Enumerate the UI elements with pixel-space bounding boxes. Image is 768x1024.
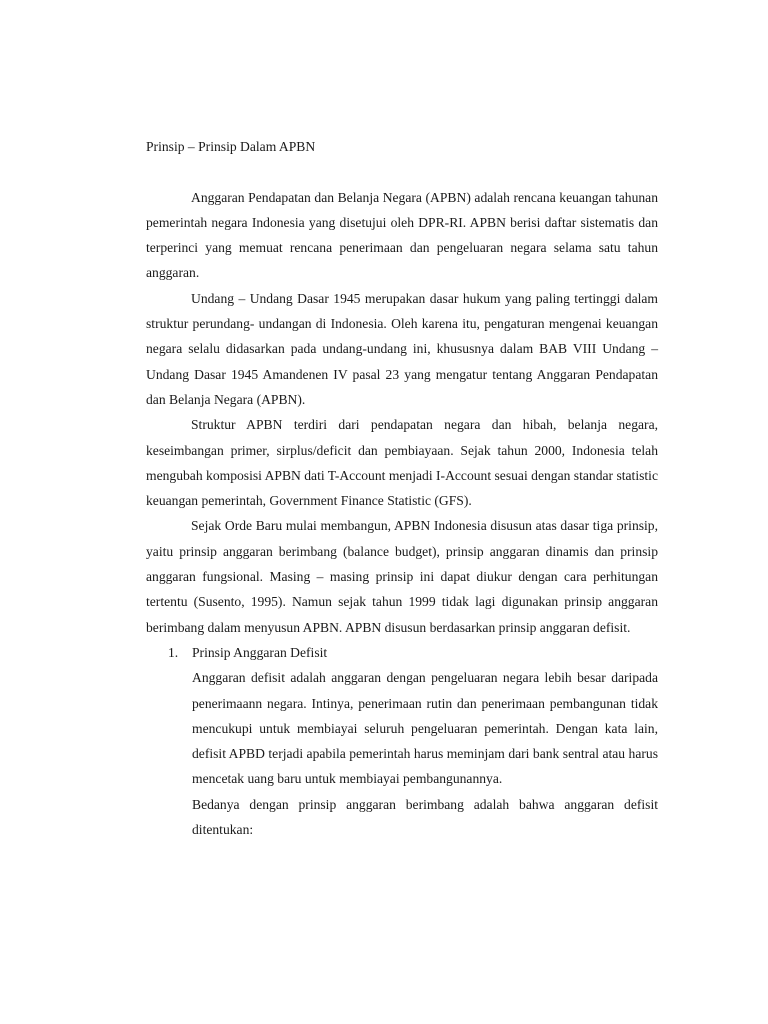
list-item-paragraph-definition: Anggaran defisit adalah anggaran dengan pengeluaran negara lebih besar daripada penerimaann negara. Intinya, penerimaan rutin dan penerimaan pembangunan tidak mencukupi untuk membiayai seluruh pengeluaran pemerintah. Dengan kata lain, defisit APBD terjadi apabila pemerintah harus meminjam dari bank sentral atau harus mencetak uang baru untuk membiayai pembangunannya.	[192, 670, 658, 787]
page-title: Prinsip – Prinsip Dalam APBN	[146, 139, 316, 154]
document-page	[146, 134, 658, 842]
list-item-heading: Prinsip Anggaran Defisit	[192, 644, 328, 660]
list-item-number: 1.	[168, 644, 179, 660]
list-item-paragraph-difference: Bedanya dengan prinsip anggaran berimbang adalah bahwa anggaran defisit ditentukan:	[192, 796, 658, 838]
list-item	[146, 640, 658, 842]
principles-list	[146, 640, 658, 842]
paragraph-struktur-apbn: Struktur APBN terdiri dari pendapatan negara dan hibah, belanja negara, keseimbangan primer, sirplus/deficit dan pembiayaan. Sejak tahun 2000, Indonesia telah mengubah komposisi APBN dati T-Account menjadi I-Account sesuai dengan standar statistic keuangan pemerintah, Government Finance Statistic (GFS).	[146, 417, 658, 509]
paragraph-apbn-definition: Anggaran Pendapatan dan Belanja Negara (APBN) adalah rencana keuangan tahunan pemerintah negara Indonesia yang disetujui oleh DPR-RI. APBN berisi daftar sistematis dan terperinci yang memuat rencana penerimaan dan pengeluaran negara selama satu tahun anggaran.	[146, 189, 658, 281]
paragraph-orde-baru: Sejak Orde Baru mulai membangun, APBN Indonesia disusun atas dasar tiga prinsip, yaitu prinsip anggaran berimbang (balance budget), prinsip anggaran dinamis dan prinsip anggaran fungsional. Masing – masing prinsip ini dapat diukur dengan cara perhitungan tertentu (Susento, 1995). Namun sejak tahun 1999 tidak lagi digunakan prinsip anggaran berimbang dalam menyusun APBN. APBN disusun berdasarkan prinsip anggaran defisit.	[146, 518, 658, 635]
paragraph-uud-1945: Undang – Undang Dasar 1945 merupakan dasar hukum yang paling tertinggi dalam struktur perundang- undangan di Indonesia. Oleh karena itu, pengaturan mengenai keuangan negara selalu didasarkan pada undang-undang ini, khususnya dalam BAB VIII Undang – Undang Dasar 1945 Amandenen IV pasal 23 yang mengatur tentang Anggaran Pendapatan dan Belanja Negara (APBN).	[146, 290, 658, 407]
